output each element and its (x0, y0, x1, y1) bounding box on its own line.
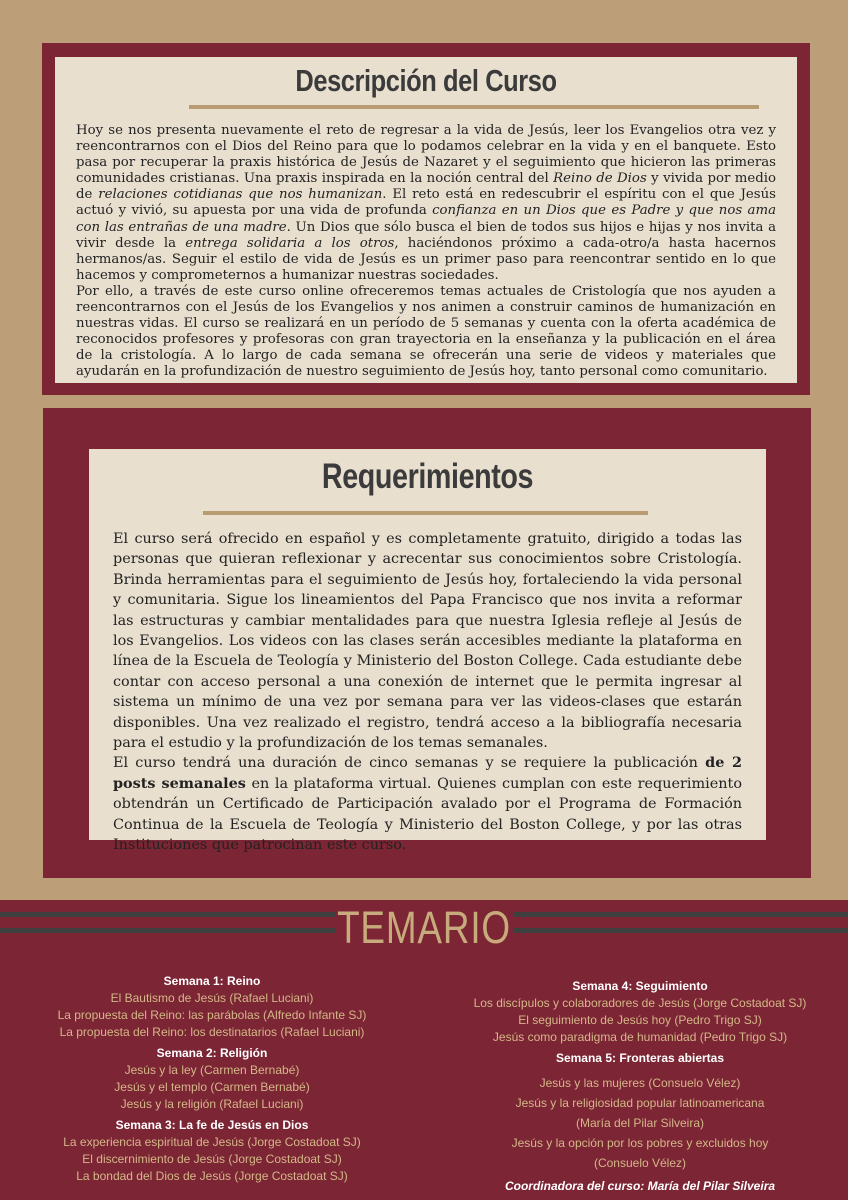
description-text-run: y vivida por medio de (76, 171, 776, 203)
description-emphasis: relaciones cotidianas que nos humanizan (98, 187, 383, 203)
requirements-paragraph-1: El curso será ofrecido en español y es completamente gratuito, dirigido a todas las personas que quieran reflexionar y acrecentar sus conocimientos sobre Cristología. Brinda herramientas para el seguimiento de Jesús hoy, fortaleciendo la vida personal y comunitaria. Sigue los lineamientos del Papa Francisco que nos invita a reformar las estructuras y cambiar mentalidades para que nuestra Iglesia refleje al Jesús de los Evangelios. Los videos con las clases serán accesibles mediante la plataforma en línea de la Escuela de Teología y Ministerio del Boston College. Cada estudiante debe contar con acceso personal a una conexión de internet que le permita ingresar al sistema un mínimo de una vez por semana para ver las videos-clases que estarán disponibles. Una vez realizado el registro, tendrá acceso a la bibliografía necesaria para el estudio y la profundización de los temas semanales. (113, 531, 742, 752)
description-text-run: , haciéndonos próximo a cada-otro/a hasta hacernos hermanos/as. Seguir el estilo de vida de Jesús es un primer paso para reencontrar sentido en lo que hacemos y comprometernos a humanizar nuestras sociedades. (76, 235, 776, 283)
topic-item: Jesús como paradigma de humanidad (Pedro Trigo SJ) (492, 1030, 788, 1044)
topic-item: La propuesta del Reino: los destinatarios (Rafael Luciani) (59, 1025, 365, 1039)
description-panel (55, 57, 797, 383)
temario-left-column (22, 973, 402, 1185)
requirements-p2-start: El curso tendrá una duración de cinco semanas y se requiere la publicación (113, 755, 706, 772)
description-paragraph-2: Por ello, a través de este curso online ofreceremos temas actuales de Cristología que nos ayuden a reencontrarnos con el Jesús de los Evangelios y nos animen a construir caminos de humanización en nuestras vidas. El curso se realizará en un período de 5 semanas y cuenta con la oferta académica de reconocidos profesores y profesoras con gran trayectoria en la enseñanza y la publicación en el área de la cristología. A lo largo de cada semana se ofrecerán una serie de videos y materiales que ayudarán en la profundización de nuestro seguimiento de Jesús hoy, tanto personal como comunitario. (76, 283, 776, 380)
topic-item: Jesús y la religión (Rafael Luciani) (120, 1097, 304, 1111)
description-text-run: Hoy se nos presenta nuevamente el reto de regresar a la vida de Jesús, leer los Evangelios otra vez y reencontrarnos con el Dios del Reino para que lo podamos celebrar en la vida y en el banquete. Esto pasa por recuperar la praxis histórica de Jesús de Nazaret y el seguimiento que hicieron las primeras comunidades cristianas. Una praxis inspirada en la noción central del (76, 123, 776, 187)
requirements-paragraph-2 (113, 753, 742, 855)
topic-item: Jesús y las mujeres (Consuelo Vélez) (539, 1076, 741, 1090)
topic-item: La propuesta del Reino: las parábolas (Alfredo Infante SJ) (57, 1008, 367, 1022)
topic-item: La bondad del Dios de Jesús (Jorge Costadoat SJ) (76, 1169, 348, 1183)
topic-item: Jesús y la ley (Carmen Bernabé) (124, 1063, 300, 1077)
temario-title: TEMARIO (337, 902, 511, 953)
topic-item: El seguimiento de Jesús hoy (Pedro Trigo SJ) (518, 1013, 762, 1027)
description-text-run: . El reto está en redescubrir el espíritu con el que Jesús actuó y vivió, su apuesta por una vida de profunda (76, 187, 776, 219)
topic-item: (Consuelo Vélez) (593, 1156, 687, 1170)
topic-item: La experiencia espiritual de Jesús (Jorge Costadoat SJ) (63, 1135, 361, 1149)
topic-item: Jesús y la religiosidad popular latinoamericana (515, 1096, 765, 1110)
description-emphasis: entrega solidaria a los otros (185, 235, 395, 251)
description-emphasis: Reino de Dios (553, 171, 647, 187)
topic-item: Los discípulos y colaboradores de Jesús (Jorge Costadoat SJ) (473, 996, 807, 1010)
topic-item: Jesús y la opción por los pobres y excluidos hoy (511, 1136, 769, 1150)
description-title-rule (189, 105, 759, 109)
topic-item: Jesús y el templo (Carmen Bernabé) (114, 1080, 310, 1094)
week-heading: Semana 1: Reino (163, 974, 261, 988)
description-body (76, 123, 776, 381)
temario-right-column (432, 978, 848, 1195)
week-heading: Semana 4: Seguimiento (572, 979, 708, 993)
description-emphasis: confianza en un Dios que es Padre y que nos ama con las entrañas de una madre (76, 203, 776, 235)
requirements-title-rule (203, 511, 648, 515)
description-title: Descripción del Curso (295, 63, 557, 98)
requirements-title: Requerimientos (321, 457, 534, 496)
requirements-body (113, 529, 742, 856)
topic-item: El Bautismo de Jesús (Rafael Luciani) (110, 991, 314, 1005)
topic-item: El discernimiento de Jesús (Jorge Costadoat SJ) (82, 1152, 342, 1166)
description-paragraph-1 (76, 123, 776, 284)
week-heading: Semana 5: Fronteras abiertas (555, 1051, 725, 1065)
requirements-p2-bold: de 2 posts semanales (113, 754, 742, 792)
course-coordinator: Coordinadora del curso: María del Pilar Silveira (504, 1179, 776, 1193)
topic-item: (María del Pilar Silveira) (575, 1116, 705, 1130)
week-heading: Semana 2: Religión (156, 1046, 268, 1060)
description-text-run: . Un Dios que sólo busca el bien de todos sus hijos e hijas y nos invita a vivir desde la (76, 219, 776, 251)
requirements-p2-end: en la plataforma virtual. Quienes cumplan con este requerimiento obtendrán un Certificado de Participación avalado por el Programa de Formación Continua de la Escuela de Teología y Ministerio del Boston College, y por las otras Instituciones que patrocinan este curso. (113, 775, 742, 854)
requirements-panel (89, 449, 766, 854)
week-heading: Semana 3: La fe de Jesús en Dios (115, 1118, 309, 1132)
